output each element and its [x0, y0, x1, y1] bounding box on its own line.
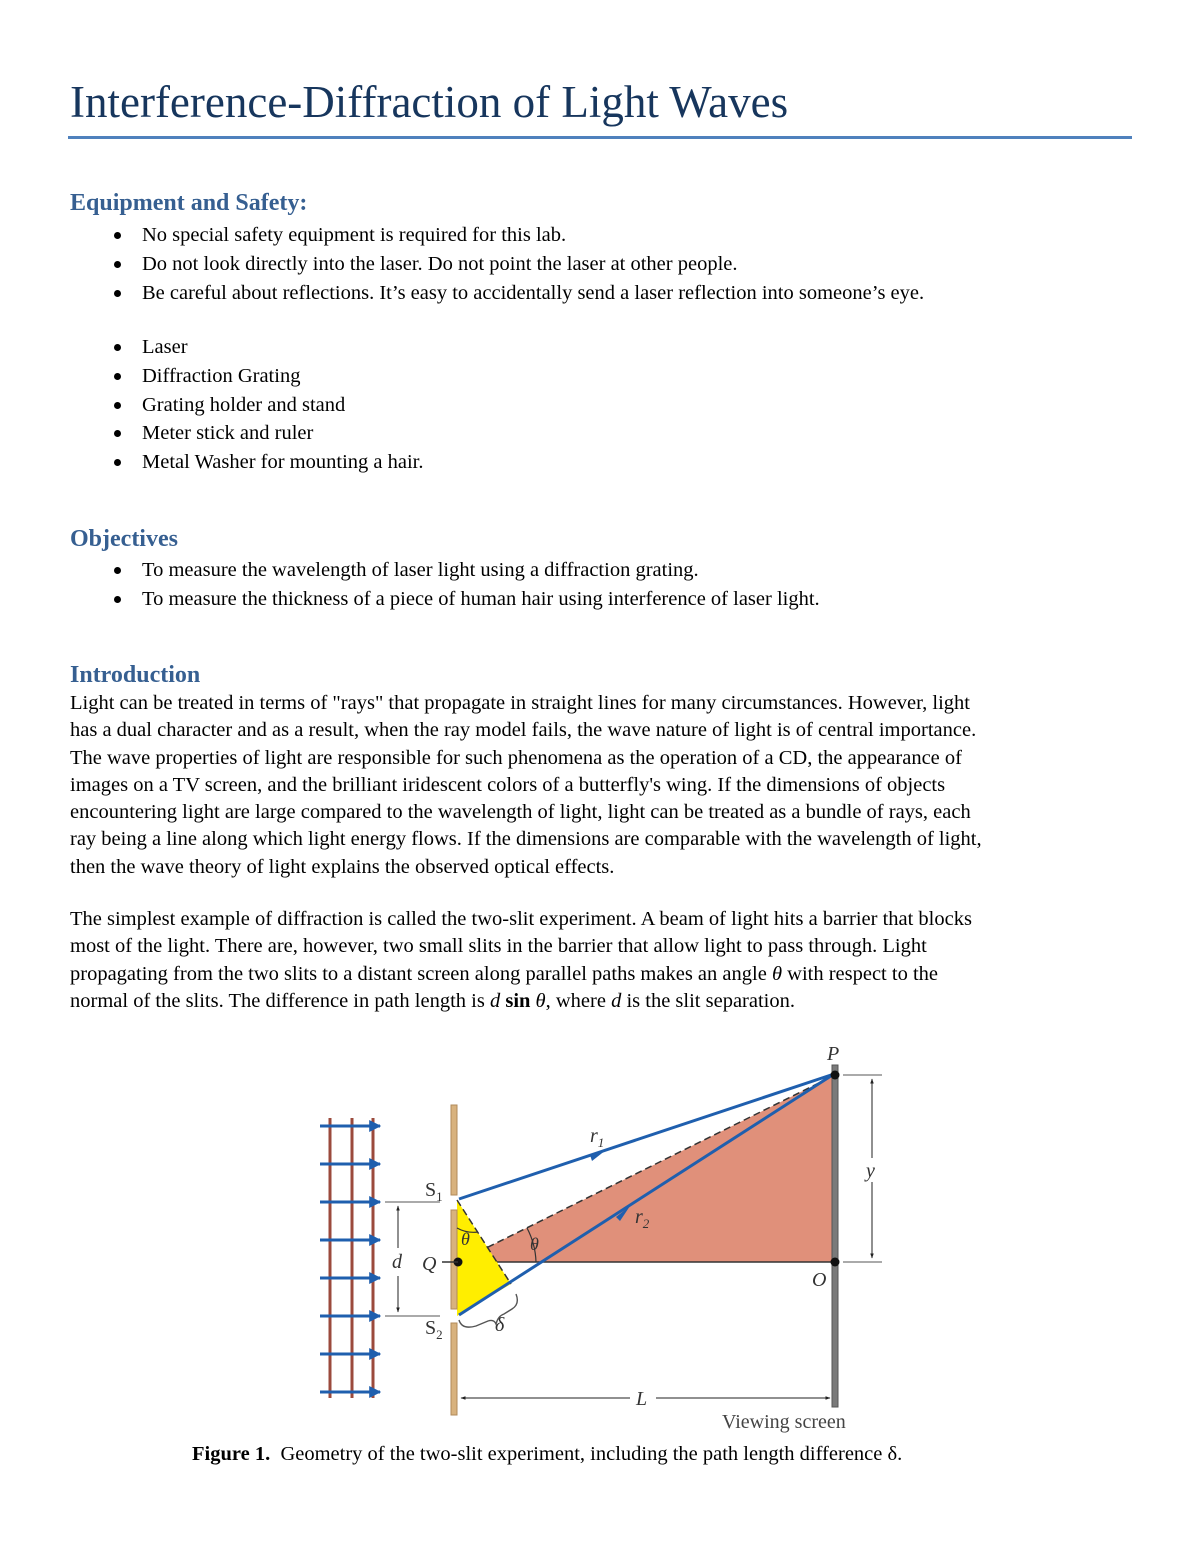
safety-item: Do not look directly into the laser. Do not point the laser at other people.: [70, 250, 924, 279]
label-S2: $S_2$: [425, 1317, 443, 1342]
objective-item: To measure the thickness of a piece of human hair using interference of laser light.: [70, 585, 820, 614]
equipment-list: [70, 333, 424, 477]
theta-symbol: θ: [535, 989, 546, 1012]
text-line: The simplest example of diffraction is called the two-slit experiment. A beam of light hits a barrier that blocks: [70, 908, 972, 930]
label-theta-large: θ: [530, 1234, 539, 1254]
label-L: L: [636, 1388, 648, 1410]
safety-item: Be careful about reflections. It’s easy to accidentally send a laser reflection into someone’s eye.: [70, 279, 924, 308]
text-run: , where: [545, 989, 612, 1012]
safety-item: No special safety equipment is required for this lab.: [70, 221, 924, 250]
text-line: The wave properties of light are responsible for such phenomena as the operation of a CD, the appearance of: [70, 746, 962, 769]
document-title: Interference-Diffraction of Light Waves: [70, 77, 789, 127]
text-run: propagating from the two slits to a distant screen along parallel paths makes an angle: [70, 962, 772, 985]
text-line: [70, 988, 1130, 1015]
intro-paragraph-1: [70, 690, 1130, 881]
objectives-heading: Objectives: [70, 526, 178, 552]
caption-text: Geometry of the two-slit experiment, including the path length difference δ.: [270, 1443, 903, 1465]
sin-symbol: sin: [500, 989, 536, 1012]
equipment-item: Grating holder and stand: [70, 391, 424, 420]
objectives-list: [70, 556, 820, 614]
text-line: images on a TV screen, and the brilliant iridescent colors of a butterfly's wing. If the dimensions of objects: [70, 773, 946, 796]
label-r2: $r_2$: [635, 1206, 650, 1231]
label-Q: Q: [422, 1253, 437, 1275]
intro-paragraph-2: [70, 906, 1130, 1015]
label-d: d: [392, 1251, 402, 1273]
text-run: is the slit separation.: [621, 989, 795, 1012]
safety-list: [70, 221, 924, 307]
text-line: encountering light are large compared to the wavelength of light, light can be treated as a bundle of rays, each: [70, 801, 971, 824]
label-r1: $r_1$: [590, 1125, 605, 1150]
equipment-item: Meter stick and ruler: [70, 419, 424, 448]
text-line: most of the light. There are, however, two small slits in the barrier that allow light to pass through. Light: [70, 935, 927, 958]
caption-label: Figure 1.: [192, 1443, 271, 1465]
text-run: normal of the slits. The difference in path length is: [70, 989, 490, 1012]
d-symbol: d: [611, 989, 622, 1012]
label-viewing-screen: Viewing screen: [722, 1411, 846, 1433]
text-line: Light can be treated in terms of "rays" that propagate in straight lines for many circumstances. However, light: [70, 692, 970, 714]
incident-wavefronts: [330, 1118, 373, 1398]
two-slit-diagram: [300, 1035, 920, 1440]
label-delta: δ: [495, 1314, 505, 1336]
equipment-item: Metal Washer for mounting a hair.: [70, 448, 424, 477]
text-line: [70, 961, 1130, 988]
text-line: has a dual character and as a result, when the ray model fails, the wave nature of light is of central importance.: [70, 719, 977, 742]
figure-caption: [192, 1440, 902, 1468]
text-line: then the wave theory of light explains the observed optical effects.: [70, 855, 615, 878]
label-P: P: [827, 1043, 840, 1065]
equipment-item: Laser: [70, 333, 424, 362]
label-O: O: [812, 1269, 827, 1291]
theta-symbol: θ: [771, 962, 783, 985]
label-S1: $S_1$: [425, 1179, 443, 1204]
label-y: y: [866, 1160, 875, 1182]
label-theta-small: θ: [461, 1229, 470, 1249]
objective-item: To measure the wavelength of laser light using a diffraction grating.: [70, 556, 820, 585]
equipment-heading: Equipment and Safety:: [70, 190, 308, 216]
title-underline: [68, 136, 1132, 139]
introduction-heading: Introduction: [70, 662, 201, 688]
equipment-item: Diffraction Grating: [70, 362, 424, 391]
text-line: ray being a line along which light energy flows. If the dimensions are comparable with the wavelength of light,: [70, 828, 982, 851]
viewing-screen: [832, 1065, 838, 1407]
point-P: [831, 1071, 840, 1080]
text-run: with respect to the: [782, 962, 938, 985]
point-O: [831, 1258, 840, 1267]
d-symbol: d: [489, 989, 501, 1012]
